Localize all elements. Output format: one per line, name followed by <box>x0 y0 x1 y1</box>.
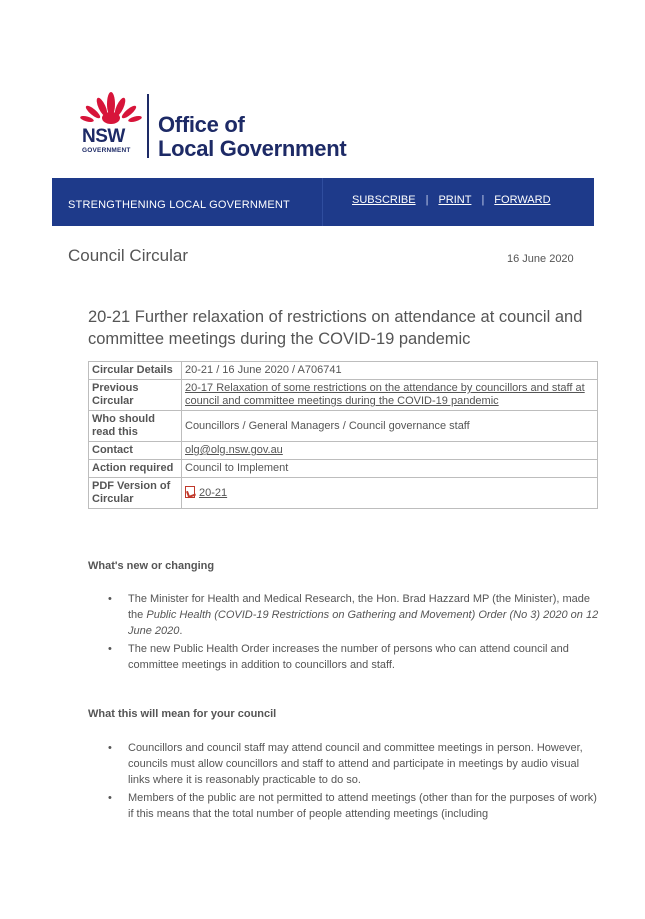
table-row <box>89 380 598 411</box>
section-heading-what-this-means: What this will mean for your council <box>88 708 277 720</box>
nsw-wordmark: NSW <box>82 126 125 147</box>
link-separator: | <box>425 194 429 206</box>
table-row <box>89 460 598 478</box>
row-value: Council to Implement <box>182 460 598 478</box>
row-value: Councillors / General Managers / Council governance staff <box>182 411 598 442</box>
previous-circular-link[interactable]: 20-17 Relaxation of some restrictions on the attendance by councillors and staff at council and committee meetings during the COVID-19 pandemic <box>185 382 585 407</box>
list-item: • Members of the public are not permitted to attend meetings (other than for the purposes of work) if this means that the total number of people attending meetings (including <box>108 790 600 822</box>
link-separator: | <box>481 194 485 206</box>
pdf-link[interactable]: 20-21 <box>199 487 228 499</box>
subscribe-link[interactable]: SUBSCRIBE <box>352 194 416 206</box>
section-heading-whats-new: What's new or changing <box>88 560 215 572</box>
what-this-means-list <box>108 740 600 824</box>
table-row <box>89 478 598 509</box>
row-value: 20-21 / 16 June 2020 / A706741 <box>182 362 598 380</box>
government-wordmark: GOVERNMENT <box>82 147 131 154</box>
olg-logo <box>80 88 370 160</box>
row-key: Circular Details <box>89 362 182 380</box>
whats-new-list <box>108 591 600 675</box>
row-value <box>182 442 598 460</box>
office-name-line1: Office of <box>158 112 245 137</box>
office-name-line2: Local Government <box>158 136 347 161</box>
forward-link[interactable]: FORWARD <box>494 194 551 206</box>
row-key: PDF Version of Circular <box>89 478 182 509</box>
print-link[interactable]: PRINT <box>438 194 472 206</box>
header-banner <box>52 178 594 226</box>
row-key: Contact <box>89 442 182 460</box>
row-key: Who should read this <box>89 411 182 442</box>
circular-date: 16 June 2020 <box>507 253 574 265</box>
circular-headline: 20-21 Further relaxation of restrictions on attendance at council and committee meetings during the COVID-19 pandemic <box>88 308 583 348</box>
logo-divider <box>147 94 149 158</box>
row-key: Action required <box>89 460 182 478</box>
row-key: Previous Circular <box>89 380 182 411</box>
banner-title: STRENGTHENING LOCAL GOVERNMENT <box>68 199 290 211</box>
circular-label: Council Circular <box>68 246 188 265</box>
pdf-icon[interactable] <box>185 486 195 498</box>
banner-links <box>352 194 551 206</box>
row-value <box>182 478 598 509</box>
circular-details-table <box>88 361 598 509</box>
list-item: • The Minister for Health and Medical Research, the Hon. Brad Hazzard MP (the Minister), made the Public Health (COVID-19 Restrictions on Gathering and Movement) Order (No 3) 2020 on 12 June 2020. <box>108 591 600 639</box>
row-value <box>182 380 598 411</box>
contact-email-link[interactable]: olg@olg.nsw.gov.au <box>185 444 283 456</box>
table-row <box>89 362 598 380</box>
list-item: • Councillors and council staff may attend council and committee meetings in person. However, councils must allow councillors and staff to attend and participate in meetings by audio visual links where it is reasonably practicable to do so. <box>108 740 600 788</box>
table-row <box>89 411 598 442</box>
banner-divider <box>322 178 323 226</box>
table-row <box>89 442 598 460</box>
list-item: • The new Public Health Order increases the number of persons who can attend council and committee meetings in addition to councillors and staff. <box>108 641 600 673</box>
